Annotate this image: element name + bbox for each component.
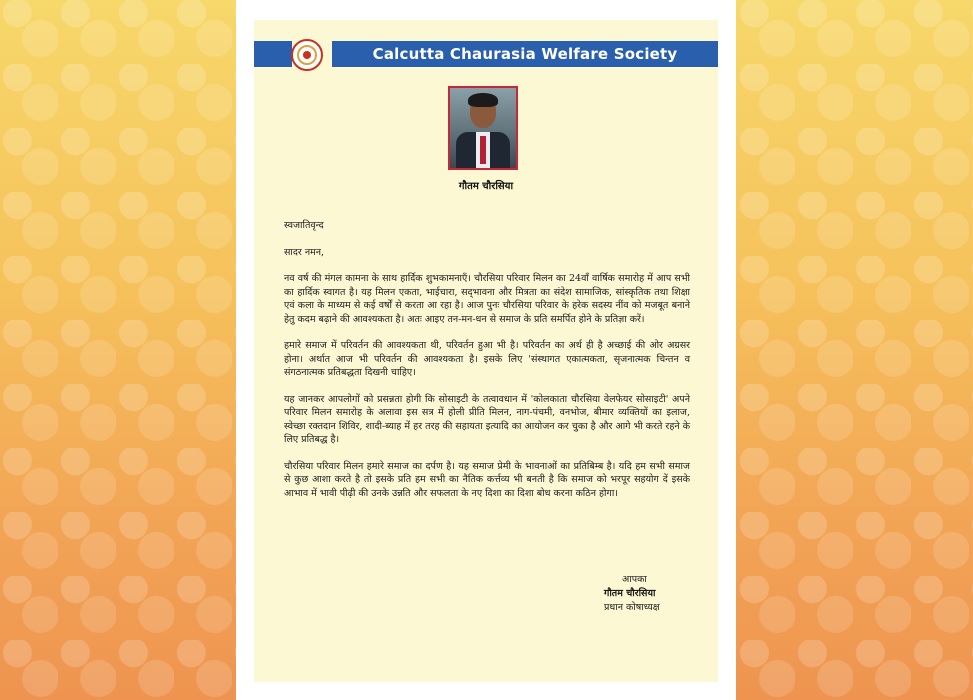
signature-closing: आपका bbox=[622, 574, 647, 585]
letter-body bbox=[284, 219, 690, 513]
background-pattern-right bbox=[737, 0, 973, 700]
paragraph-1: नव वर्ष की मंगल कामना के साथ हार्दिक शुभकामनाएँ। चौरसिया परिवार मिलन का 24वाँ वार्षिक समारोह में आप सभी का हार्दिक स्वागत है। यह मिलन एकता, भाईचारा, सद्‌भावना और मित्रता का संदेश सामाजिक, सांस्कृतिक तथा शिक्षा एवं कला के माध्यम से कई वर्षों से करता आ रहा है। आज पुनः चौरसिया परिवार के हरेक सदस्य नींव को मजबूत बनाने हेतु कदम बढ़ाने की आवश्यकता है। अतः आइए तन-मन-धन से समाज के प्रति समर्पित होने के प्रतिज्ञा करें। bbox=[284, 273, 690, 325]
signature-block bbox=[584, 573, 704, 615]
salutation: स्वजातिवृन्द bbox=[284, 220, 324, 231]
banner-stripe-left bbox=[254, 41, 292, 67]
paragraph-2: हमारे समाज में परिवर्तन की आवश्यकता थी, परिवर्तन हुआ भी है। परिवर्तन का अर्थ ही है अच्छाई की ओर अग्रसर होना। अर्थात आज भी परिवर्तन की आवश्यकता है। इसके लिए 'संस्थागत एकात्मकता, सृजनात्मक चिन्तन व संगठनात्मक प्रतिबद्धता दिखनी चाहिए। bbox=[284, 340, 690, 378]
document-page bbox=[236, 0, 736, 700]
letter-paper bbox=[254, 20, 718, 682]
photo-caption: गौतम चौरसिया bbox=[458, 181, 514, 192]
background-pattern-left bbox=[0, 0, 236, 700]
paragraph-3: यह जानकर आपलोगों को प्रसन्नता होगी कि सोसाइटी के तत्वावधान में 'कोलकाता चौरसिया वेलफेयर सोसाइटी' अपने परिवार मिलन समारोह के अलावा इस सत्र में होली प्रीति मिलन, नाग-पंचमी, वनभोज, बीमार व्यक्तियों का इलाज, स्वेच्छा रक्तदान शिविर, शादी-ब्याह में हर तरह की सहायता इत्यादि का आयोजन कर चुका है और आगे भी करते रहने के लिए प्रतिबद्ध है। bbox=[284, 393, 690, 445]
paragraph-4: चौरसिया परिवार मिलन हमारे समाज का दर्पण है। यह समाज प्रेमी के भावनाओं का प्रतिबिम्ब है। यदि हम सभी समाज से कुछ आशा करते है तो इसके प्रति हम सभी का नैतिक कर्त्तव्य भी बनती है कि समाज को भरपूर सहयोग दें इसके आभाव में भावी पीढ़ी की उनके उन्नति और सफलता के नए दिशा का दिशा बोध करना कठिन होगा। bbox=[284, 460, 690, 499]
greeting: सादर नमन, bbox=[284, 246, 325, 258]
header-banner bbox=[254, 41, 718, 67]
portrait-photo bbox=[448, 86, 518, 170]
society-title: Calcutta Chaurasia Welfare Society bbox=[372, 45, 678, 63]
signature-role: प्रधान कोषाध्यक्ष bbox=[604, 602, 660, 613]
society-logo-icon bbox=[291, 39, 323, 71]
signature-name: गौतम चौरसिया bbox=[604, 588, 656, 599]
